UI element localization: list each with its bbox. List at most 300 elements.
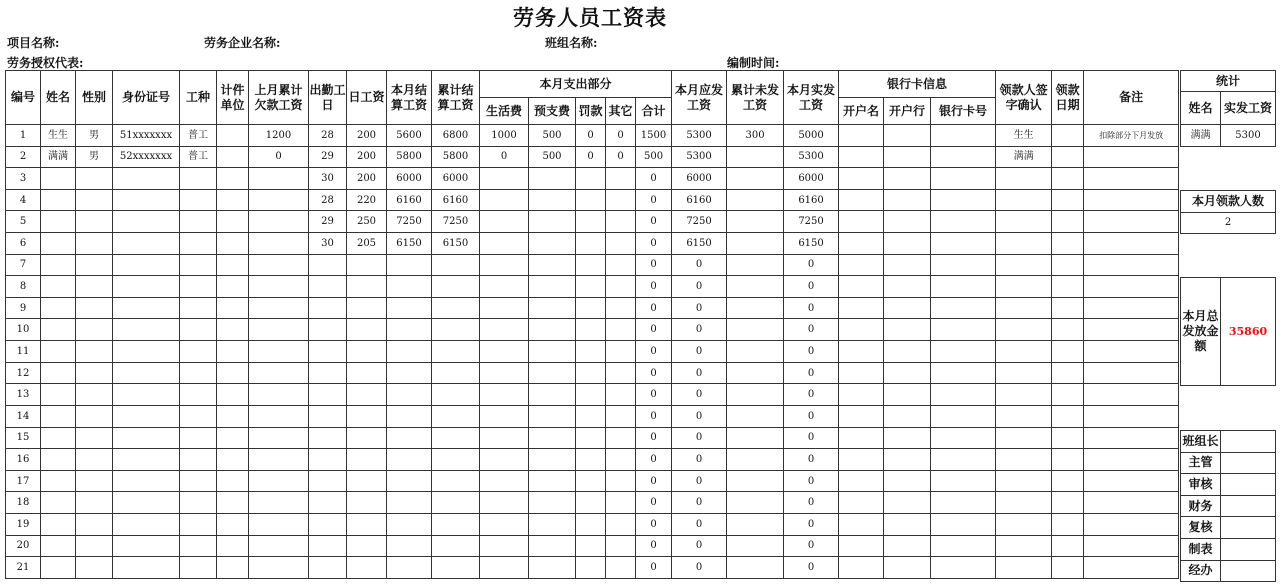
cell-payable: 0 (672, 513, 727, 535)
cell-card (931, 233, 996, 255)
cell-sign (996, 319, 1052, 341)
cell-actual: 0 (784, 341, 839, 363)
cell-advance (529, 449, 576, 471)
cell-no: 1 (6, 125, 41, 147)
cell-unit (217, 297, 249, 319)
cell-subtotal: 0 (636, 319, 672, 341)
cell-unpaid (727, 211, 784, 233)
cell-no: 19 (6, 513, 41, 535)
cell-month (387, 405, 432, 427)
cell-days: 28 (309, 125, 347, 147)
cell-acct (839, 211, 884, 233)
cell-prev-owed (249, 492, 309, 514)
cell-advance: 500 (529, 146, 576, 168)
cell-gender (76, 168, 113, 190)
cell-sign: 满满 (996, 146, 1052, 168)
cell-no: 10 (6, 319, 41, 341)
cell-daily: 205 (347, 233, 387, 255)
table-row (6, 384, 1179, 406)
table-row (6, 341, 1179, 363)
cell-month (387, 319, 432, 341)
cell-unit (217, 254, 249, 276)
cell-payable: 0 (672, 362, 727, 384)
cell-advance (529, 405, 576, 427)
cell-bank (884, 341, 931, 363)
stats-name: 满满 (1181, 125, 1221, 147)
cell-days (309, 513, 347, 535)
cell-card (931, 427, 996, 449)
cell-name (41, 513, 76, 535)
cell-total: 7250 (432, 211, 480, 233)
cell-prev-owed (249, 233, 309, 255)
header-subtotal: 合计 (636, 98, 672, 125)
cell-payable: 0 (672, 384, 727, 406)
cell-card (931, 384, 996, 406)
cell-other (606, 254, 636, 276)
cell-date (1052, 211, 1084, 233)
cell-fine (576, 319, 606, 341)
cell-card (931, 276, 996, 298)
cell-no: 18 (6, 492, 41, 514)
cell-bank (884, 362, 931, 384)
cell-subtotal: 0 (636, 254, 672, 276)
table-row (6, 449, 1179, 471)
cell-daily (347, 449, 387, 471)
cell-job: 普工 (180, 125, 217, 147)
cell-job (180, 341, 217, 363)
header-card: 银行卡号 (931, 98, 996, 125)
cell-no: 5 (6, 211, 41, 233)
cell-actual: 6000 (784, 168, 839, 190)
cell-days (309, 535, 347, 557)
cell-prev-owed (249, 470, 309, 492)
cell-prev-owed (249, 341, 309, 363)
header-bank: 开户行 (884, 98, 931, 125)
cell-living (480, 319, 529, 341)
cell-date (1052, 513, 1084, 535)
cell-remark: 扣除部分下月发放 (1084, 125, 1179, 147)
cell-unit (217, 211, 249, 233)
cell-bank (884, 125, 931, 147)
cell-job (180, 233, 217, 255)
table-row (6, 211, 1179, 233)
signoff-label: 主管 (1181, 452, 1221, 474)
cell-days: 29 (309, 211, 347, 233)
cell-unit (217, 470, 249, 492)
cell-sign (996, 427, 1052, 449)
cell-other (606, 276, 636, 298)
table-row (6, 297, 1179, 319)
cell-bank (884, 513, 931, 535)
table-row (6, 233, 1179, 255)
cell-acct (839, 146, 884, 168)
cell-no: 14 (6, 405, 41, 427)
cell-bank (884, 233, 931, 255)
cell-job (180, 362, 217, 384)
cell-remark (1084, 297, 1179, 319)
cell-fine (576, 168, 606, 190)
cell-job (180, 492, 217, 514)
cell-card (931, 189, 996, 211)
total-label: 本月总发放金额 (1181, 278, 1221, 386)
cell-daily (347, 427, 387, 449)
cell-payable: 6150 (672, 233, 727, 255)
cell-fine: 0 (576, 146, 606, 168)
cell-living (480, 449, 529, 471)
cell-id (113, 297, 180, 319)
cell-subtotal: 500 (636, 146, 672, 168)
cell-sign (996, 276, 1052, 298)
cell-no: 13 (6, 384, 41, 406)
cell-unpaid (727, 189, 784, 211)
cell-name (41, 254, 76, 276)
cell-days (309, 405, 347, 427)
cell-unpaid (727, 427, 784, 449)
cell-card (931, 449, 996, 471)
cell-job (180, 211, 217, 233)
table-row (6, 276, 1179, 298)
cell-other: 0 (606, 146, 636, 168)
cell-unit (217, 341, 249, 363)
table-row (6, 362, 1179, 384)
cell-total (432, 492, 480, 514)
table-row (6, 254, 1179, 276)
cell-payable: 0 (672, 557, 727, 579)
cell-daily (347, 405, 387, 427)
header-pay-date: 领款日期 (1052, 71, 1084, 125)
header-bank-group: 银行卡信息 (839, 71, 996, 98)
cell-acct (839, 233, 884, 255)
cell-living (480, 233, 529, 255)
cell-gender (76, 449, 113, 471)
cell-actual: 0 (784, 362, 839, 384)
header-job: 工种 (180, 71, 217, 125)
cell-acct (839, 341, 884, 363)
cell-gender (76, 211, 113, 233)
cell-bank (884, 254, 931, 276)
cell-unpaid (727, 449, 784, 471)
cell-name (41, 449, 76, 471)
table-row (6, 557, 1179, 579)
cell-payable: 0 (672, 492, 727, 514)
cell-daily: 250 (347, 211, 387, 233)
cell-unpaid (727, 341, 784, 363)
cell-total (432, 427, 480, 449)
signoff-row (1181, 517, 1276, 539)
cell-daily (347, 362, 387, 384)
header-month-settle: 本月结算工资 (387, 71, 432, 125)
cell-id (113, 211, 180, 233)
cell-job (180, 405, 217, 427)
cell-remark (1084, 557, 1179, 579)
cell-card (931, 492, 996, 514)
cell-living (480, 384, 529, 406)
cell-other (606, 189, 636, 211)
cell-bank (884, 427, 931, 449)
cell-job (180, 427, 217, 449)
cell-advance (529, 362, 576, 384)
signoff-blank (1221, 495, 1276, 517)
cell-daily (347, 535, 387, 557)
cell-other (606, 513, 636, 535)
cell-days (309, 427, 347, 449)
table-row (6, 168, 1179, 190)
cell-id (113, 492, 180, 514)
cell-daily (347, 513, 387, 535)
cell-days (309, 470, 347, 492)
cell-remark (1084, 405, 1179, 427)
header-other: 其它 (606, 98, 636, 125)
cell-date (1052, 146, 1084, 168)
cell-name (41, 319, 76, 341)
cell-days (309, 557, 347, 579)
cell-remark (1084, 254, 1179, 276)
signoff-label: 班组长 (1181, 431, 1221, 453)
cell-days (309, 254, 347, 276)
cell-card (931, 341, 996, 363)
cell-name (41, 405, 76, 427)
cell-name: 生生 (41, 125, 76, 147)
cell-prev-owed (249, 535, 309, 557)
cell-unpaid: 300 (727, 125, 784, 147)
signoff-row (1181, 452, 1276, 474)
cell-name (41, 492, 76, 514)
cell-acct (839, 405, 884, 427)
cell-no: 17 (6, 470, 41, 492)
cell-living (480, 211, 529, 233)
date-label: 编制时间: (727, 56, 780, 70)
signoff-blank (1221, 539, 1276, 561)
cell-actual: 0 (784, 405, 839, 427)
total-value: 35860 (1221, 278, 1276, 386)
cell-month (387, 470, 432, 492)
cell-prev-owed (249, 254, 309, 276)
cell-total (432, 405, 480, 427)
cell-total (432, 341, 480, 363)
cell-living: 1000 (480, 125, 529, 147)
cell-bank (884, 189, 931, 211)
signoff-blank (1221, 474, 1276, 496)
cell-unpaid (727, 557, 784, 579)
cell-month (387, 276, 432, 298)
cell-bank (884, 168, 931, 190)
cell-month (387, 362, 432, 384)
cell-subtotal: 0 (636, 233, 672, 255)
cell-month (387, 254, 432, 276)
table-row (6, 146, 1179, 168)
cell-subtotal: 0 (636, 427, 672, 449)
stats-title: 统计 (1181, 71, 1276, 92)
cell-date (1052, 276, 1084, 298)
cell-total: 6800 (432, 125, 480, 147)
cell-other (606, 405, 636, 427)
cell-job (180, 513, 217, 535)
cell-living (480, 513, 529, 535)
cell-subtotal: 0 (636, 557, 672, 579)
cell-id (113, 427, 180, 449)
cell-actual: 0 (784, 427, 839, 449)
cell-acct (839, 535, 884, 557)
cell-total (432, 384, 480, 406)
cell-date (1052, 254, 1084, 276)
cell-fine (576, 492, 606, 514)
table-row (6, 427, 1179, 449)
stats-name-header: 姓名 (1181, 92, 1221, 125)
cell-job (180, 189, 217, 211)
cell-fine (576, 276, 606, 298)
cell-remark (1084, 211, 1179, 233)
cell-unit (217, 319, 249, 341)
cell-prev-owed (249, 276, 309, 298)
cell-daily: 200 (347, 146, 387, 168)
cell-days (309, 297, 347, 319)
cell-other (606, 319, 636, 341)
cell-total (432, 513, 480, 535)
cell-date (1052, 384, 1084, 406)
cell-card (931, 470, 996, 492)
cell-living (480, 189, 529, 211)
cell-id (113, 362, 180, 384)
signoff-blank (1221, 517, 1276, 539)
total-table (1180, 277, 1276, 386)
cell-name (41, 211, 76, 233)
cell-name (41, 470, 76, 492)
company-name-label: 劳务企业名称: (204, 36, 281, 50)
cell-id (113, 189, 180, 211)
cell-name (41, 189, 76, 211)
cell-other (606, 384, 636, 406)
table-row (6, 125, 1179, 147)
cell-payable: 0 (672, 341, 727, 363)
cell-name (41, 168, 76, 190)
cell-total (432, 449, 480, 471)
cell-gender (76, 319, 113, 341)
cell-daily (347, 254, 387, 276)
cell-date (1052, 168, 1084, 190)
cell-acct (839, 449, 884, 471)
cell-living (480, 362, 529, 384)
cell-date (1052, 535, 1084, 557)
cell-no: 12 (6, 362, 41, 384)
cell-name (41, 384, 76, 406)
cell-actual: 0 (784, 492, 839, 514)
cell-fine (576, 233, 606, 255)
signoff-row (1181, 539, 1276, 561)
cell-sign (996, 492, 1052, 514)
cell-acct (839, 168, 884, 190)
cell-unpaid (727, 276, 784, 298)
cell-name (41, 535, 76, 557)
cell-month: 6000 (387, 168, 432, 190)
cell-subtotal: 0 (636, 211, 672, 233)
cell-acct (839, 362, 884, 384)
cell-living (480, 557, 529, 579)
cell-other (606, 557, 636, 579)
cell-date (1052, 492, 1084, 514)
cell-no: 6 (6, 233, 41, 255)
cell-name: 满满 (41, 146, 76, 168)
cell-unpaid (727, 146, 784, 168)
cell-sign (996, 211, 1052, 233)
cell-unpaid (727, 405, 784, 427)
cell-other (606, 341, 636, 363)
cell-other (606, 470, 636, 492)
header-actual: 本月实发工资 (784, 71, 839, 125)
cell-remark (1084, 319, 1179, 341)
cell-actual: 0 (784, 276, 839, 298)
cell-daily (347, 341, 387, 363)
cell-days: 30 (309, 233, 347, 255)
cell-remark (1084, 449, 1179, 471)
cell-card (931, 557, 996, 579)
cell-subtotal: 0 (636, 513, 672, 535)
header-acct-name: 开户名 (839, 98, 884, 125)
cell-date (1052, 470, 1084, 492)
cell-days: 28 (309, 189, 347, 211)
cell-unit (217, 125, 249, 147)
signoff-row (1181, 495, 1276, 517)
count-table (1180, 190, 1276, 234)
cell-fine (576, 341, 606, 363)
signoff-row (1181, 560, 1276, 582)
cell-acct (839, 492, 884, 514)
cell-daily (347, 492, 387, 514)
cell-month: 6150 (387, 233, 432, 255)
cell-date (1052, 405, 1084, 427)
cell-month (387, 341, 432, 363)
cell-sign: 生生 (996, 125, 1052, 147)
cell-daily: 220 (347, 189, 387, 211)
cell-gender: 男 (76, 125, 113, 147)
cell-advance (529, 513, 576, 535)
header-daily: 日工资 (347, 71, 387, 125)
cell-job (180, 384, 217, 406)
cell-id (113, 254, 180, 276)
cell-subtotal: 0 (636, 168, 672, 190)
cell-subtotal: 0 (636, 449, 672, 471)
cell-id (113, 319, 180, 341)
cell-gender (76, 492, 113, 514)
cell-prev-owed (249, 557, 309, 579)
cell-payable: 0 (672, 535, 727, 557)
cell-acct (839, 297, 884, 319)
cell-bank (884, 211, 931, 233)
cell-no: 3 (6, 168, 41, 190)
cell-gender (76, 189, 113, 211)
cell-total (432, 535, 480, 557)
count-label: 本月领款人数 (1181, 191, 1276, 213)
cell-gender (76, 384, 113, 406)
cell-acct (839, 384, 884, 406)
cell-job (180, 557, 217, 579)
cell-prev-owed (249, 319, 309, 341)
cell-month (387, 535, 432, 557)
cell-card (931, 513, 996, 535)
cell-sign (996, 189, 1052, 211)
cell-id (113, 513, 180, 535)
cell-acct (839, 427, 884, 449)
cell-month (387, 297, 432, 319)
cell-days (309, 362, 347, 384)
cell-subtotal: 0 (636, 276, 672, 298)
team-name-label: 班组名称: (545, 36, 598, 50)
cell-payable: 6000 (672, 168, 727, 190)
cell-id (113, 470, 180, 492)
cell-bank (884, 319, 931, 341)
cell-gender (76, 362, 113, 384)
header-expense-group: 本月支出部分 (480, 71, 672, 98)
cell-subtotal: 0 (636, 405, 672, 427)
